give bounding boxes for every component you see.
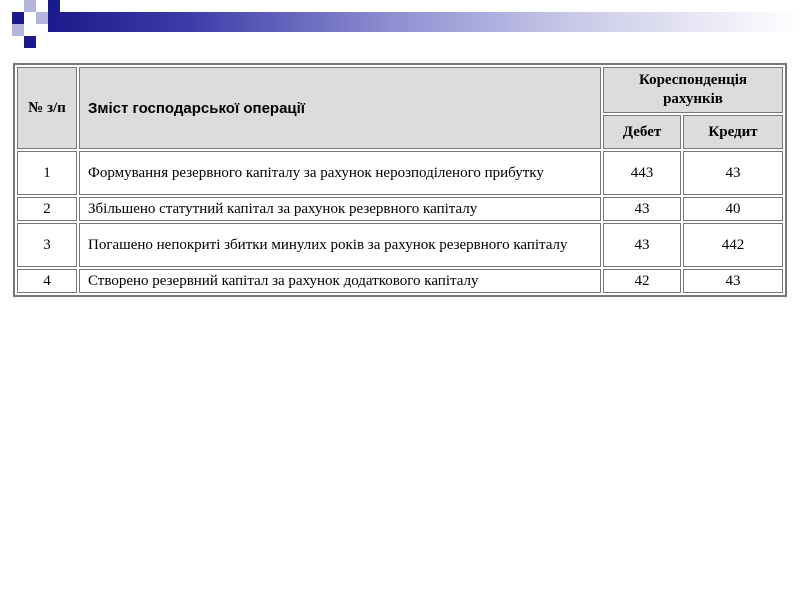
decor-square [48, 0, 60, 12]
row-debit: 42 [603, 269, 681, 293]
row-number: 4 [17, 269, 77, 293]
header-debit: Дебет [603, 115, 681, 149]
decor-square [12, 24, 24, 36]
decor-square [36, 12, 48, 24]
row-credit: 40 [683, 197, 783, 221]
row-content: Погашено непокриті збитки минулих років за рахунок резервного капіталу [79, 223, 601, 267]
row-debit: 43 [603, 223, 681, 267]
row-debit: 443 [603, 151, 681, 195]
row-number: 3 [17, 223, 77, 267]
row-credit: 43 [683, 151, 783, 195]
row-credit: 442 [683, 223, 783, 267]
header-correspondence: Кореспонденція рахунків [603, 67, 783, 113]
decor-square [24, 36, 36, 48]
row-debit: 43 [603, 197, 681, 221]
header-content: Зміст господарської операції [79, 67, 601, 149]
decor-square [12, 12, 24, 24]
row-content: Формування резервного капіталу за рахунок нерозподіленого прибутку [79, 151, 601, 195]
row-credit: 43 [683, 269, 783, 293]
row-number: 2 [17, 197, 77, 221]
header-credit: Кредит [683, 115, 783, 149]
gradient-band [48, 12, 800, 32]
operations-table [13, 63, 787, 297]
table-row [17, 223, 783, 267]
row-content: Створено резервний капітал за рахунок додаткового капіталу [79, 269, 601, 293]
table-row [17, 269, 783, 293]
row-number: 1 [17, 151, 77, 195]
table-row [17, 151, 783, 195]
row-content: Збільшено статутний капітал за рахунок резервного капіталу [79, 197, 601, 221]
decor-square [24, 0, 36, 12]
slide-decoration [0, 0, 800, 50]
header-number: № з/п [17, 67, 77, 149]
table-row [17, 197, 783, 221]
